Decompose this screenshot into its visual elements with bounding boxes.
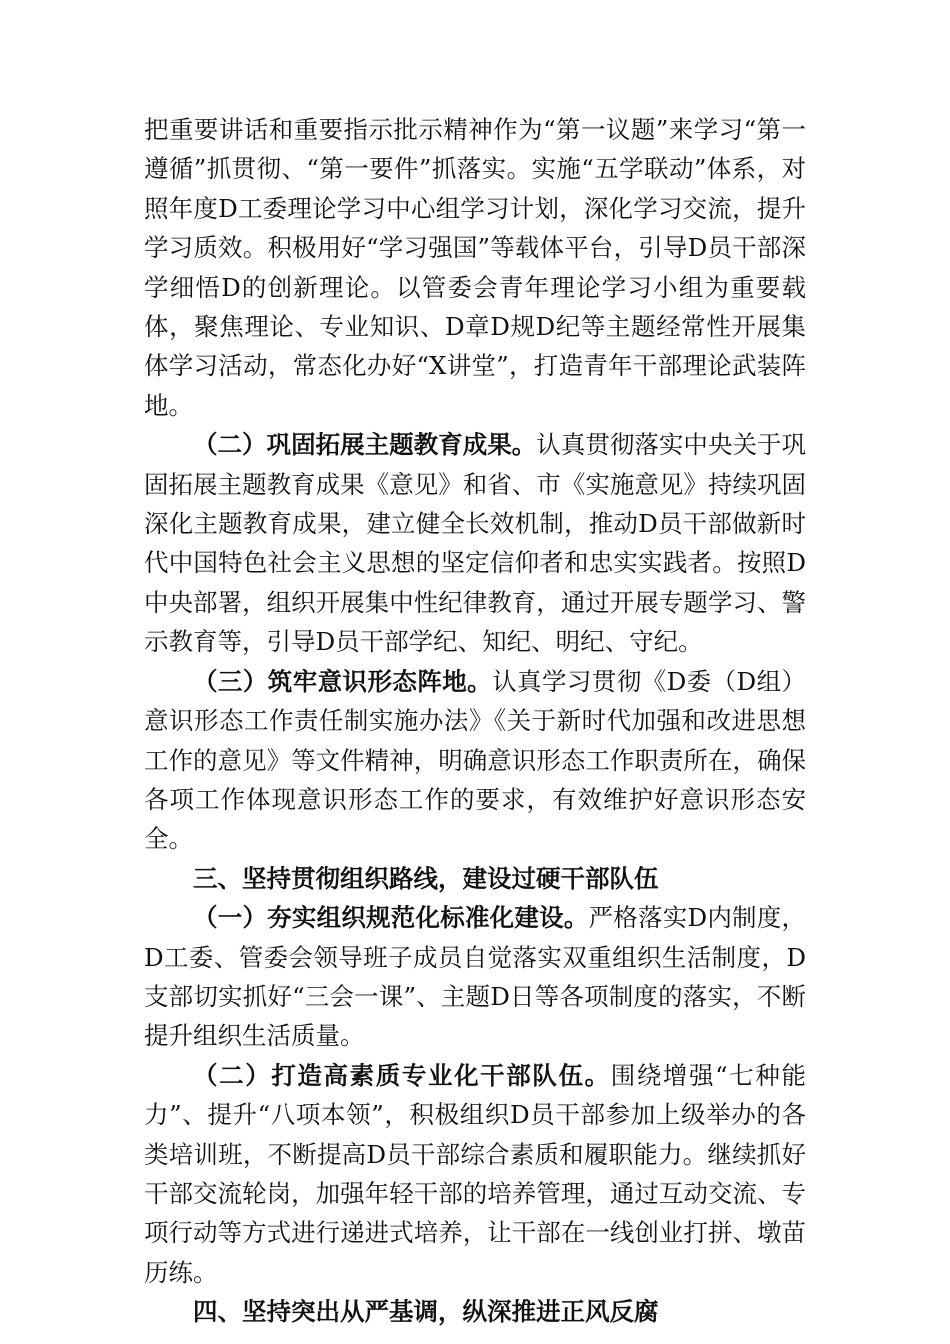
paragraph-organization-standard (144, 898, 806, 1056)
paragraph-theme-education (144, 425, 806, 661)
section-heading-anticorruption: 四、坚持突出从严基调，纵深推进正风反腐 (193, 1297, 659, 1327)
paragraph-organization-standard-body: 严格落实D内制度，D工委、管委会领导班子成员自觉落实双重组织生活制度，D支部切实抓好“三会一课”、主题D日等各项制度的落实，不断提升组织生活质量。 (144, 903, 806, 1051)
paragraph-cadre-team (144, 1056, 806, 1292)
subheading-organization-standard: （一）夯实组织规范化标准化建设。 (193, 903, 589, 933)
paragraph-ideology-body: 认真学习贯彻《D委（D组）意识形态工作责任制实施办法》《关于新时代加强和改进思想工作的意见》等文件精神，明确意识形态工作职责所在，确保各项工作体现意识形态工作的要求，有效维护好意识形态安全。 (144, 666, 806, 854)
subheading-theme-education: （二）巩固拓展主题教育成果。 (193, 430, 537, 460)
paragraph-ideology (144, 662, 806, 859)
paragraph-theme-education-body: 认真贯彻落实中央关于巩固拓展主题教育成果《意见》和省、市《实施意见》持续巩固深化主题教育成果，建立健全长效机制，推动D员干部做新时代中国特色社会主义思想的坚定信仰者和忠实实践者。按照D中央部署，组织开展集中性纪律教育，通过开展专题学习、警示教育等，引导D员干部学纪、知纪、明纪、守纪。 (144, 430, 807, 657)
paragraph-cadre-team-body: 围绕增强“七种能力”、提升“八项本领”，积极组织D员干部参加上级举办的各类培训班，不断提高D员干部综合素质和履职能力。继续抓好干部交流轮岗，加强年轻干部的培养管理，通过互动交流、专项行动等方式进行递进式培养，让干部在一线创业打拼、墩苗历练。 (144, 1060, 806, 1287)
section-heading-organization: 三、坚持贯彻组织路线，建设过硬干部队伍 (193, 863, 659, 893)
document-page (144, 110, 806, 1332)
subheading-cadre-team: （二）打造高素质专业化干部队伍。 (193, 1060, 611, 1090)
subheading-ideology: （三）筑牢意识形态阵地。 (193, 666, 493, 696)
paragraph-theory-study: 把重要讲话和重要指示批示精神作为“第一议题”来学习“第一遵循”抓贯彻、“第一要件”抓落实。实施“五学联动”体系，对照年度D工委理论学习中心组学习计划，深化学习交流，提升学习质效。积极用好“学习强国”等载体平台，引导D员干部深学细悟D的创新理论。以管委会青年理论学习小组为重要载体，聚焦理论、专业知识、D章D规D纪等主题经常性开展集体学习活动，常态化办好“X讲堂”，打造青年干部理论武装阵地。 (144, 115, 806, 420)
